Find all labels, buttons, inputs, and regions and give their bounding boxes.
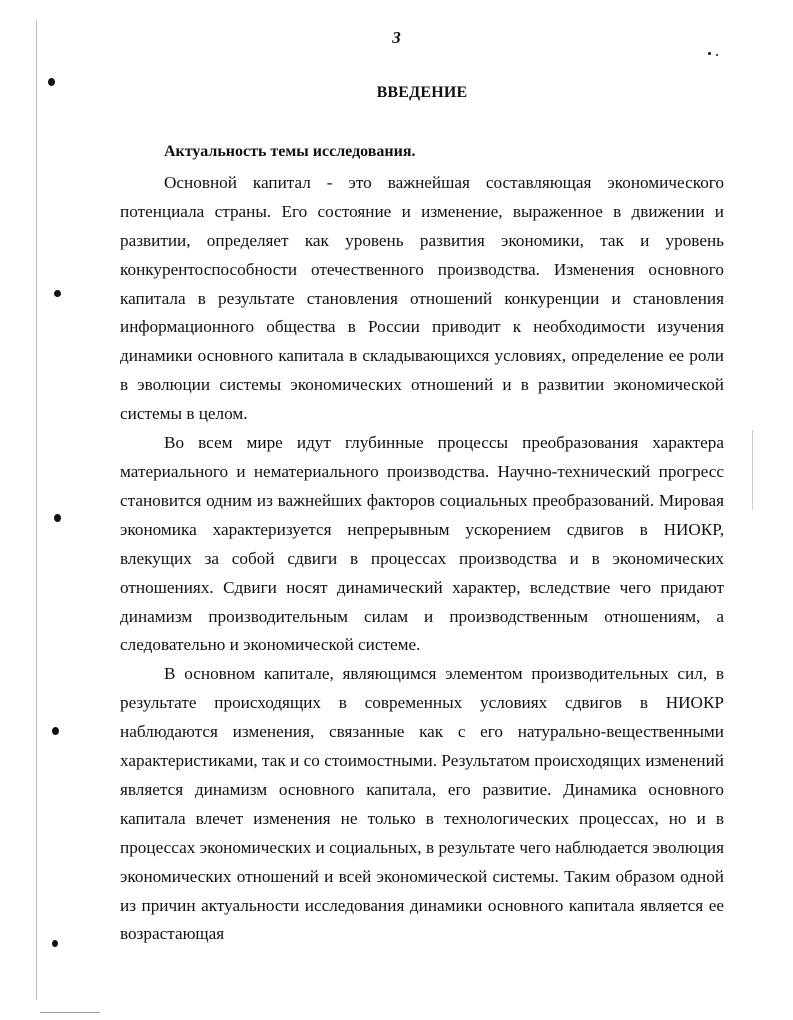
binder-hole-mark [54,514,61,522]
page-number: 3 [392,28,401,47]
scan-bottom-line [40,1012,100,1013]
scan-edge-line-left [36,20,37,1000]
binder-hole-mark [52,727,59,735]
paragraph: Основной капитал - это важнейшая составляющая экономического потенциала страны. Его состояние и изменение, выраженное в движении и развитии, определяет как уровень развития экономики, так и уровень конкурентоспособности отечественного производства. Изменения основного капитала в результате становления отношений конкуренции и становления информационного общества в России приводит к необходимости изучения динамики основного капитала в складывающихся условиях, определение ее роли в эволюции системы экономических отношений и в развитии экономической системы в целом. [120,172,724,424]
scan-speck [708,52,711,55]
paragraph: В основном капитале, являющимся элементом производительных сил, в результате происходящих в современных условиях сдвигов в НИОКР наблюдаются изменения, связанные как с его натурально-вещественными характеристиками, так и со стоимостными. Результатом происходящих изменений является динамизм основного капитала, его развитие. Динамика основного капитала влечет изменения не только в технологических процессах, но и в процессах экономических и социальных, в результате чего наблюдается эволюция экономических отношений и всей экономической системы. Таким образом одной из причин актуальности исследования динамики основного капитала является ее возрастающая [120,664,724,944]
scan-speck [716,54,718,56]
binder-hole-mark [52,940,58,947]
page-title: ВВЕДЕНИЕ [376,84,468,101]
document-body [120,138,724,949]
scan-edge-line-right [752,430,753,510]
paragraph: Во всем мире идут глубинные процессы преобразования характера материального и нематериального производства. Научно-технический прогресс становится одним из важнейших факторов социальных преобразований. Мировая экономика характеризуется непрерывным ускорением сдвигов в НИОКР, влекущих за собой сдвиги в процессах производства и в экономических отношениях. Сдвиги носят динамический характер, вследствие чего придают динамизм производительным силам и производственным отношениям, а следовательно и экономической системе. [120,433,724,655]
binder-hole-mark [54,290,61,297]
section-subheading: Актуальность темы исследования. [164,143,416,160]
binder-hole-mark [48,78,55,86]
